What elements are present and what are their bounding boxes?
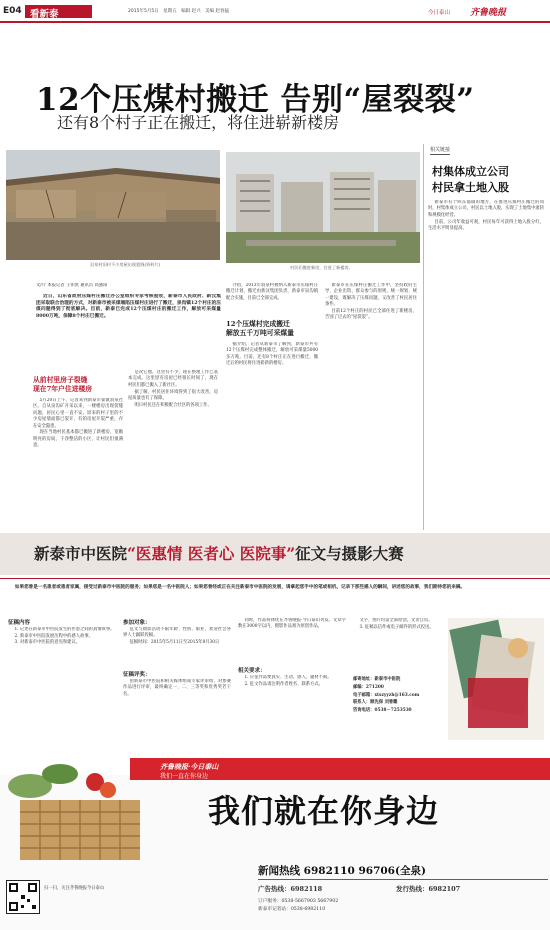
qr-label: 扫一扫，关注齐鲁晚报今日泰山	[44, 886, 105, 891]
campaign-title	[34, 542, 404, 564]
page-number: E04	[3, 6, 22, 16]
photo2-caption: 村民们搬进新房，住进了新楼房。	[290, 265, 353, 270]
col3-top-body	[226, 283, 318, 313]
paragraph: 是况它他，这里有不少，现在整理工作已基本完成。这里原有房屋已经很长时间了，现在村民们都已搬入了新社区。	[128, 370, 218, 388]
paragraph: 1. 应征作品要真实、生动、感人，题材不限。	[244, 675, 332, 680]
campaign-title-post: 征文与摄影大赛	[295, 544, 404, 563]
ad-small-2: 新泰市记者站：0538-6982110	[258, 907, 326, 912]
header-date: 2015年5月5日 星期五 编辑 赵兴 美编 赵春猛	[128, 9, 230, 14]
paragraph: 同时，作品将择优在齐鲁晚报·今日泰山刊发。文章字数在3000字以内，摄影作品须为原创作品。	[238, 618, 346, 630]
paragraph: 2. 新泰市中医院发展历程中的感人故事。	[14, 633, 93, 639]
paragraph: 5月20日上午，记者来到新泰市翟镇羽泉社区。自从泉沟矿开采以来，一楼楼房出现裂缝问题，居民心里一直不安。原来的村子里的不少房屋墙面都已裂开，有的房屋开裂严重，存在安全隐患。	[33, 398, 123, 429]
c2-heading: 参加对象：	[123, 620, 151, 626]
c3-body-2	[238, 675, 346, 757]
paragraph: 2. 征文作品请注明作者姓名、联系方式。	[244, 681, 323, 687]
paragraph: 新泰市在压煤村庄搬迁工作中，坚持政府主导、企业出资、群众参与的原则，统一规划、统一建设，既解决了压煤问题，又改善了村民居住条件。	[325, 283, 417, 308]
col2-body	[128, 370, 218, 530]
paragraph: 3. 对新泰市中医院的意见和建议。	[14, 640, 81, 646]
c4-contact	[353, 676, 443, 756]
sidebar-body	[428, 200, 544, 530]
c3-heading: 相关要求：	[238, 668, 266, 674]
col3-body	[226, 342, 318, 530]
sidebar-tag: 相关链接	[430, 147, 451, 153]
byline-text: 文/片 本报记者 王伟凯 通讯员 高强阳	[36, 283, 108, 288]
paragraph: 目前，公司年收益可观，村民每年可获得土地入股分红，生活水平明显提高。	[428, 219, 544, 231]
contact-line: 邮编：271200	[353, 684, 384, 690]
campaign-title-quote: “医惠情 医者心 医院事”	[127, 544, 296, 563]
band-rule	[0, 578, 550, 579]
paper-logo: 齐鲁晚报	[470, 8, 507, 18]
article-title: 12个压煤村搬迁 告别“屋裂裂”	[36, 82, 475, 118]
contact-line: 联系人：顾先保 刘曾雕	[353, 700, 398, 706]
ad-small-1: 订户服务：0538-5667903 5667902	[258, 899, 339, 904]
qr-code[interactable]	[6, 880, 40, 914]
campaign-title-pre: 新泰市中医院	[34, 544, 128, 563]
c2-heading-2: 征稿评奖：	[123, 672, 151, 678]
ad-headline: 我们就在你身边	[208, 792, 440, 830]
ad-paper-name: 齐鲁晚报·今日泰山	[160, 762, 219, 771]
col1-body	[33, 398, 123, 530]
paragraph: 据介绍，记者从新泰市了解到，新泰市共有12个压煤村完成整体搬迁，解放可采煤量5000多万吨。目前，还有8个村庄正在进行搬迁，搬迁后的村民将住进崭新的楼房。	[226, 342, 318, 367]
c2-body	[123, 627, 231, 667]
sidebar-title: 村集体成立公司 村民拿土地入股	[432, 165, 509, 194]
byline	[36, 283, 221, 291]
campaign-intro	[8, 584, 544, 616]
paragraph: 目前12个村庄的村民已全部住进了新楼房，告别了过去的“屋裂裂”。	[325, 308, 417, 321]
header-rule	[0, 21, 550, 23]
c4-body	[353, 618, 443, 674]
lead-text: 近日，山东省政府压煤村庄搬迁办公室组织专家考核验收，新泰市人民政府、新汶集团采取联合治理的方式，对新泰市被采煤塌陷压煤村庄进行了搬迁，泉沟镇12个村庄的压煤问题得到了彻底解决。目前，新泰已完成12个压煤村庄的搬迁工作，解放可采煤量8000万吨，保障8个村庄已搬迁。	[36, 294, 221, 319]
paragraph: 3. 征稿以信件或电子邮件的形式投送。	[359, 624, 434, 630]
c3-body	[238, 618, 346, 664]
new-buildings-photo	[226, 152, 420, 263]
news-hotline: 新闻热线 6982110 96706(全泉)	[258, 865, 426, 877]
c1-heading: 征稿内容	[8, 620, 31, 626]
paragraph: 由新泰市中医院和相关媒体组成专家评审组，对参赛作品进行评审，最终确定一、二、三等奖和优秀奖若干名。	[123, 679, 231, 697]
hotline-rule	[258, 879, 548, 880]
paragraph: 明日村民还在积极配合社区的各项工作。	[134, 402, 212, 408]
lead-paragraph	[36, 294, 221, 346]
contact-line: 电子邮箱：xtszyyzh@163.com	[353, 692, 420, 698]
c1-body	[8, 627, 116, 757]
paragraph: 文字、图片均需全部原创，文责自负。	[359, 618, 433, 623]
paragraph: 征稿时间：2015年5月11日至2015年8月30日	[129, 640, 220, 646]
photo1-caption: 羽泉村旧村不少房屋出现裂缝(资料片)	[90, 262, 161, 267]
paragraph: 据了解，村民居住环境得到了很大改善，房屋质量也有了保障。	[128, 389, 218, 401]
paragraph: 介绍，2013年羽泉村被纳入新泰市压煤村庄搬迁计划，搬迁由新汶集团负责，新泰市泉沟镇配合实施，目前已全部完成。	[226, 283, 318, 301]
campaign-book-illustration	[448, 618, 544, 740]
paper-subtitle: 今日泰山	[428, 10, 451, 16]
col4-body	[325, 283, 417, 530]
paragraph: 现在当地村民基本都已搬进了新楼房，宽敞明亮的房间，干净整洁的小区，让村民们很满意。	[33, 430, 123, 449]
col3-heading: 12个压煤村完成搬迁 解放五千万吨可采煤量	[226, 320, 294, 337]
contact-line: 咨询电话：0538－7253530	[353, 708, 412, 714]
section-label: 看新泰	[25, 5, 92, 18]
ad-line: 广告热线：6982118	[258, 885, 323, 893]
paragraph: 1. 记述在新泰市中医院发生的医患之间的真情故事。	[14, 627, 115, 632]
paragraph: 新泰市有个叫东都镇的地方，在推进压煤村庄搬迁的同时，村集体成立公司，村民以土地入股，实现了土地集中流转和规模化经营。	[428, 200, 544, 218]
campaign-intro-text: 如果您曾是一名患者或患者家属，接受过新泰市中医院的服务；如果您是一名中医院人；如果您曾经或正在关注新泰市中医院的发展，请拿起您手中的笔或相机，记录下那些感人的瞬间，讲述您的故事，我们期待您的来稿。	[14, 585, 466, 590]
col1-heading: 从前村里房子裂缝 现在7年户住进楼房	[33, 376, 93, 393]
column-divider	[423, 144, 424, 530]
paragraph: 征文与摄影活动不限年龄、性别、职业，欢迎社会各界人士踊跃投稿。	[123, 627, 231, 639]
ad-tagline: 我们一直在你身边	[160, 773, 209, 780]
subscription-line: 发行热线：6982107	[396, 885, 461, 893]
article-subtitle: 还有8个村子正在搬迁，将住进崭新楼房	[57, 113, 340, 132]
old-house-photo	[6, 150, 220, 260]
contact-line: 邮寄地址：新泰市中医院	[353, 677, 401, 682]
